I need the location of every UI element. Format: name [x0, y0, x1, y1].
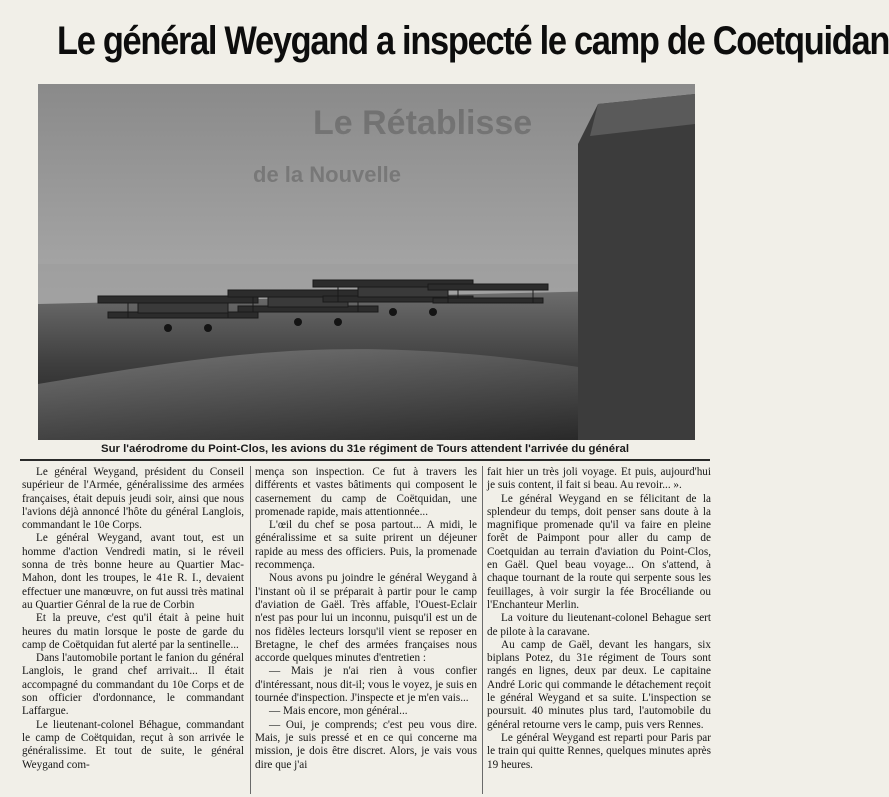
- signage-text-2: de la Nouvelle: [253, 162, 401, 187]
- signage-text-1: Le Rétablisse: [313, 104, 533, 142]
- paragraph: fait hier un très joli voyage. Et puis, aujourd'hui je suis content, il fait si beau. Au revoir... ».: [487, 466, 711, 492]
- text-column-2: [255, 466, 477, 794]
- paragraph: Au camp de Gaël, devant les hangars, six biplans Potez, du 31e régiment de Tours sont rangés en lignes, deux par deux. Le capitaine André Loric qui commande le détachement reçoit le général Weygand et sa suite. L'inspection se poursuit. 40 minutes plus tard, l'automobile du général retourne vers le camp, puis vers Rennes.: [487, 638, 711, 731]
- paragraph: Dans l'automobile portant le fanion du général Langlois, le grand chef arrivait... Il était accompagné du commandant du 10e Corps et de son officier d'ordonnance, le commandant Laffargue.: [22, 652, 244, 718]
- paragraph: — Oui, je comprends; c'est peu vous dire. Mais, je suis pressé et en ce qui concerne ma mission, je dois être discret. Alors, je vais vous dire que j'ai: [255, 718, 477, 771]
- paragraph: mença son inspection. Ce fut à travers les différents et vastes bâtiments qui composent le casernement du camp de Coëtquidan, une promenade rapide, mais attentionnée...: [255, 466, 477, 518]
- paragraph: L'œil du chef se posa partout... A midi, le généralissime et sa suite prirent un déjeuner rapide au mess des officiers. Puis, la promenade recommença.: [255, 519, 477, 572]
- paragraph: La voiture du lieutenant-colonel Behague sert de pilote à la caravane.: [487, 612, 711, 638]
- text-column-3: [487, 466, 711, 794]
- headline: Le général Weygand a inspecté le camp de Coetquidan: [57, 19, 889, 63]
- caption-rule: [20, 459, 710, 461]
- paragraph: — Mais je n'ai rien à vous confier d'intéressant, nous dit-il; vous le voyez, je suis en tournée d'inspection. J'inspecte et je m'en vais...: [255, 665, 477, 705]
- column-divider: [250, 466, 251, 794]
- paragraph: Le général Weygand, président du Conseil supérieur de l'Armée, généralissime des armées françaises, était depuis jeudi soir, ainsi que nous l'avions déjà annoncé l'hôte du général Langlois, commandant le 10e Corps.: [22, 466, 244, 532]
- paragraph: Le lieutenant-colonel Béhague, commandant le camp de Coëtquidan, reçut à son arrivée le généralissime. Et tout de suite, le général Weygand com-: [22, 718, 244, 771]
- paragraph: Le général Weygand, avant tout, est un homme d'action Vendredi matin, si le réveil sonna de très bonne heure au Quartier Mac-Mahon, dont les troupes, le 41e R. I., devaient effectuer une manœuvre, on fut aussi très matinal au Quartier Génral de la rue de Corbin: [22, 532, 244, 611]
- paragraph: Le général Weygand est reparti pour Paris par le train qui quitte Rennes, quelques minutes après 19 heures.: [487, 731, 711, 771]
- paragraph: — Mais encore, mon général...: [269, 705, 408, 718]
- paragraph: Nous avons pu joindre le général Weygand à l'instant où il se préparait à partir pour le camp d'aviation de Gaël. Très affable, l'Ouest-Eclair n'est pas pour lui un inconnu, puisqu'il est un de nos fidèles lecteurs lorsqu'il vient se reposer en Bretagne, le chef des armées françaises nous accorde quelques minutes d'entretien :: [255, 572, 477, 665]
- column-divider: [482, 466, 483, 794]
- photo-caption: Sur l'aérodrome du Point-Clos, les avions du 31e régiment de Tours attendent l'arrivée du général: [100, 443, 630, 455]
- photo: [38, 84, 695, 440]
- paragraph: Le général Weygand en se félicitant de la splendeur du temps, doit penser sans doute à la magnifique promenade qu'il va faire en pleine forêt de Paimpont pour aller du camp de Coetquidan au terrain d'aviation du Point-Clos, en Gaël. Quel beau voyage... On s'attend, à chaque tournant de la route qui serpente sous les feuillages, à voir surgir la fée Brocéliande ou l'Enchanteur Merlin.: [487, 492, 711, 611]
- paragraph: Et la preuve, c'est qu'il était à peine huit heures du matin lorsque le poste de garde du camp de Coëtquidan fut alerté par la sentinelle...: [22, 612, 244, 651]
- text-column-1: [22, 466, 244, 794]
- aerodrome-photo-illustration: [38, 84, 695, 440]
